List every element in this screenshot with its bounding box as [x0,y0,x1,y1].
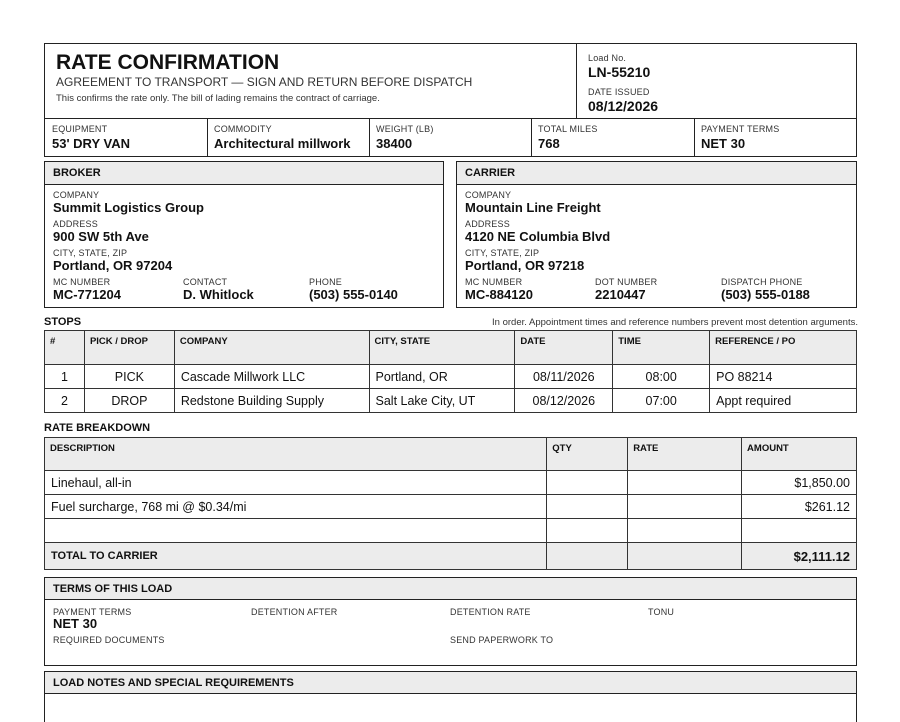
terms-payment-value: NET 30 [53,616,98,631]
total-label: TOTAL TO CARRIER [45,543,547,570]
broker-mc-label: MC NUMBER [53,277,111,287]
carrier-dispatch: (503) 555-0188 [721,287,810,302]
equipment-label: EQUIPMENT [52,124,108,134]
table-row [45,495,857,519]
rate-description [45,519,547,543]
date-issued-value: 08/12/2026 [588,98,659,114]
stops-heading: STOPS [44,316,82,328]
date-issued-label: DATE ISSUED [588,87,650,97]
stops-col-date: DATE [515,331,613,365]
rate-rate [628,471,742,495]
carrier-mc: MC-884120 [465,287,533,302]
document-title: RATE CONFIRMATION [56,51,280,74]
equipment-value: 53' DRY VAN [52,136,130,151]
terms-heading: TERMS OF THIS LOAD [53,582,173,595]
terms-detention-rate-label: DETENTION RATE [450,607,531,617]
rate-rate [628,519,742,543]
terms-send-paperwork-label: SEND PAPERWORK TO [450,635,554,645]
total-miles-label: TOTAL MILES [538,124,598,134]
stop-num: 2 [45,389,85,413]
rate-rate [628,495,742,519]
carrier-dot: 2210447 [595,287,646,302]
carrier-dispatch-label: DISPATCH PHONE [721,277,803,287]
table-row [45,519,857,543]
stop-city: Salt Lake City, UT [369,389,515,413]
carrier-mc-label: MC NUMBER [465,277,523,287]
stops-col-city: CITY, STATE [369,331,515,365]
broker-address: 900 SW 5th Ave [53,229,149,244]
broker-address-label: ADDRESS [53,219,98,229]
document-subtitle: AGREEMENT TO TRANSPORT — SIGN AND RETURN BEFORE DISPATCH [56,75,473,89]
carrier-dot-label: DOT NUMBER [595,277,658,287]
stop-time: 08:00 [613,365,710,389]
rates-col-qty: QTY [547,438,628,471]
rate-qty [547,495,628,519]
commodity-label: COMMODITY [214,124,272,134]
stops-col-time: TIME [613,331,710,365]
carrier-company: Mountain Line Freight [465,200,601,215]
rate-description: Fuel surcharge, 768 mi @ $0.34/mi [45,495,547,519]
carrier-address: 4120 NE Columbia Blvd [465,229,611,244]
stop-company: Cascade Millwork LLC [174,365,369,389]
stop-date: 08/11/2026 [515,365,613,389]
stop-type: PICK [84,365,174,389]
broker-phone-label: PHONE [309,277,343,287]
stops-table [44,330,857,413]
rates-table [44,437,857,570]
stop-ref: PO 88214 [710,365,857,389]
stop-time: 07:00 [613,389,710,413]
stop-ref: Appt required [710,389,857,413]
total-row [45,543,857,570]
table-row [45,471,857,495]
table-row [45,389,857,413]
rate-amount: $1,850.00 [742,471,857,495]
stops-col-type: PICK / DROP [84,331,174,365]
stop-city: Portland, OR [369,365,515,389]
weight-value: 38400 [376,136,413,151]
terms-payment-label: PAYMENT TERMS [53,607,132,617]
stops-col-company: COMPANY [174,331,369,365]
broker-heading: BROKER [53,167,101,179]
carrier-heading: CARRIER [465,167,516,179]
stops-col-ref: REFERENCE / PO [710,331,857,365]
stops-note: In order. Appointment times and reference numbers prevent most detention arguments. [492,317,858,328]
rates-heading: RATE BREAKDOWN [44,422,151,434]
notes-heading: LOAD NOTES AND SPECIAL REQUIREMENTS [53,676,294,689]
rates-col-amount: AMOUNT [742,438,857,471]
rates-col-description: DESCRIPTION [45,438,547,471]
table-row [45,365,857,389]
broker-mc: MC-771204 [53,287,121,302]
carrier-csz-label: CITY, STATE, ZIP [465,248,540,258]
load-no-label: Load No. [588,53,627,63]
payment-terms-value: NET 30 [701,136,746,151]
broker-company-label: COMPANY [53,190,100,200]
broker-csz: Portland, OR 97204 [53,258,173,273]
broker-phone: (503) 555-0140 [309,287,398,302]
document-note: This confirms the rate only. The bill of lading remains the contract of carriage. [56,93,380,104]
rate-amount: $261.12 [742,495,857,519]
stop-type: DROP [84,389,174,413]
carrier-address-label: ADDRESS [465,219,510,229]
load-no-value: LN-55210 [588,64,651,80]
rate-description: Linehaul, all-in [45,471,547,495]
rate-qty [547,519,628,543]
broker-contact-label: CONTACT [183,277,228,287]
carrier-csz: Portland, OR 97218 [465,258,585,273]
stops-col-num: # [45,331,85,365]
broker-company: Summit Logistics Group [53,200,204,215]
rates-col-rate: RATE [628,438,742,471]
commodity-value: Architectural millwork [214,136,351,151]
weight-label: WEIGHT (LB) [376,124,434,134]
stop-company: Redstone Building Supply [174,389,369,413]
rate-qty [547,471,628,495]
total-miles-value: 768 [538,136,560,151]
terms-detention-after-label: DETENTION AFTER [251,607,338,617]
terms-tonu-label: TONU [648,607,675,617]
rate-amount [742,519,857,543]
stop-date: 08/12/2026 [515,389,613,413]
payment-terms-label: PAYMENT TERMS [701,124,780,134]
stop-num: 1 [45,365,85,389]
total-amount: $2,111.12 [742,543,857,570]
broker-contact: D. Whitlock [183,287,254,302]
broker-csz-label: CITY, STATE, ZIP [53,248,128,258]
terms-required-docs-label: REQUIRED DOCUMENTS [53,635,165,645]
carrier-company-label: COMPANY [465,190,512,200]
